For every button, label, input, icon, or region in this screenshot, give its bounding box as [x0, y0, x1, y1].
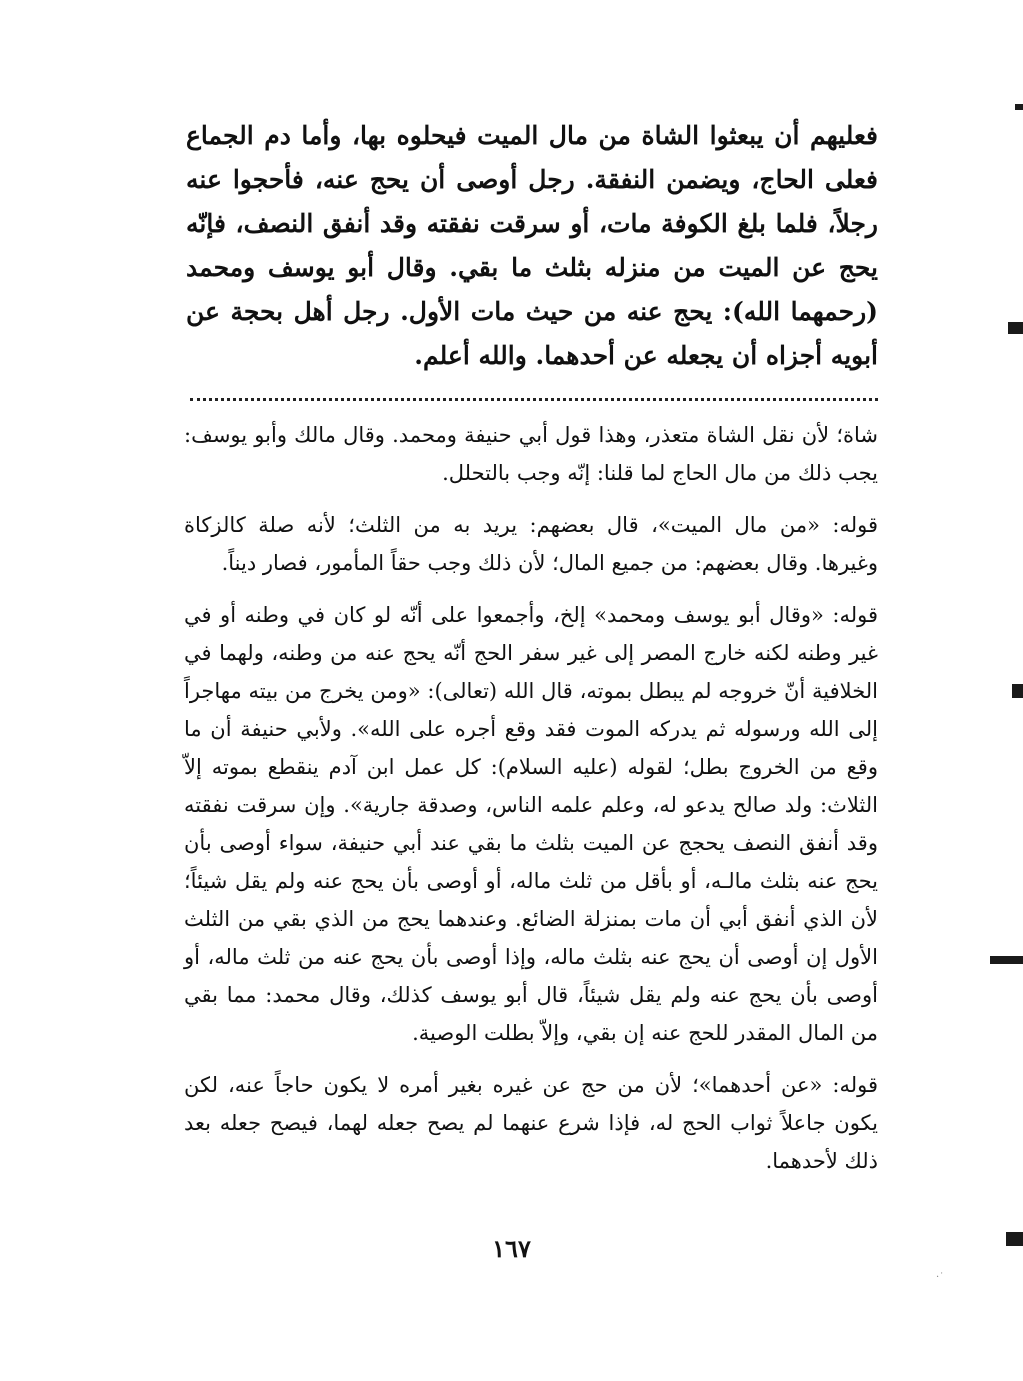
- scan-edge-mark: [1015, 104, 1023, 110]
- commentary-paragraph-3: قوله: «وقال أبو يوسف ومحمد» إلخ، وأجمعوا على أنّه لو كان في وطنه أو في غير وطنه لكنه خارج المصر إلى غير سفر الحج أنّه يحج عنه من وطنه، ولهما في الخلافية أنّ خروجه لم يبطل بموته، قال الله (تعالى): «ومن يخرج من بيته مهاجراً إلى الله ورسوله ثم يدركه الموت فقد وقع أجره على الله». ولأبي حنيفة أن ما وقع من الخروج بطل؛ لقوله (عليه السلام): كل عمل ابن آدم ينقطع بموته إلاّ الثلاث: ولد صالح يدعو له، وعلم علمه الناس، وصدقة جارية». وإن سرقت نفقته وقد أنفق النصف يحجج عن الميت بثلث ما بقي عند أبي حنيفة، سواء أوصى بأن يحج عنه بثلث مالـه، أو بأقل من ثلث ماله، أو أوصى بأن يحج عنه ولم يقل شيئاً؛ لأن الذي أنفق أبي أن مات بمنزلة الضائع. وعندهما يحج من الذي بقي من الثلث الأول إن أوصى أن يحج عنه بثلث ماله، وإذا أوصى بأن يحج عنه من ثلث ماله، أو أوصى بأن يحج عنه ولم يقل شيئاً، قال أبو يوسف كذلك، وقال محمد: مما بقي من المال المقدر للحج عنه إن بقي، وإلاّ بطلت الوصية.: [184, 603, 878, 1045]
- main-paragraph: فعليهم أن يبعثوا الشاة من مال الميت فيحلوه بها، وأما دم الجماع فعلى الحاج، ويضمن النفقة. رجل أوصى أن يحج عنه، فأحجوا عنه رجلاً، فلما بلغ الكوفة مات، أو سرقت نفقته وقد أنفق النصف، فإنّه يحج عن الميت من منزله بثلث ما بقي. وقال أبو يوسف ومحمد (رحمهما الله): يحج عنه من حيث مات الأول. رجل أهل بحجة عن أبويه أجزاه أن يجعله عن أحدهما. والله أعلم.: [186, 121, 878, 370]
- commentary-paragraph-1: شاة؛ لأن نقل الشاة متعذر، وهذا قول أبي حنيفة ومحمد. وقال مالك وأبو يوسف: يجب ذلك من مال الحاج لما قلنا: إنّه وجب بالتحلل.: [184, 423, 878, 485]
- scan-edge-mark: [1006, 1232, 1023, 1246]
- scan-edge-mark: [990, 956, 1023, 964]
- scan-edge-mark: [1008, 322, 1023, 334]
- commentary-block: [184, 416, 878, 1194]
- main-text-block: [186, 114, 878, 378]
- commentary-paragraph-4: قوله: «عن أحدهما»؛ لأن من حج عن غيره بغير أمره لا يكون حاجاً عنه، لكن يكون جاعلاً ثواب الحج له، فإذا شرع عنهما لم يصح جعله لهما، فيصح جعله بعد ذلك لأحدهما.: [184, 1073, 878, 1173]
- scan-speck: ·˙: [936, 1272, 945, 1283]
- scan-edge-mark: [1012, 684, 1023, 698]
- page-number: ١٦٧: [492, 1234, 531, 1263]
- commentary-paragraph-2: قوله: «من مال الميت»، قال بعضهم: يريد به من الثلث؛ لأنه صلة كالزكاة وغيرها. وقال بعضهم: من جميع المال؛ لأن ذلك وجب حقاً المأمور، فصار ديناً.: [184, 513, 878, 575]
- dotted-divider: [190, 398, 878, 401]
